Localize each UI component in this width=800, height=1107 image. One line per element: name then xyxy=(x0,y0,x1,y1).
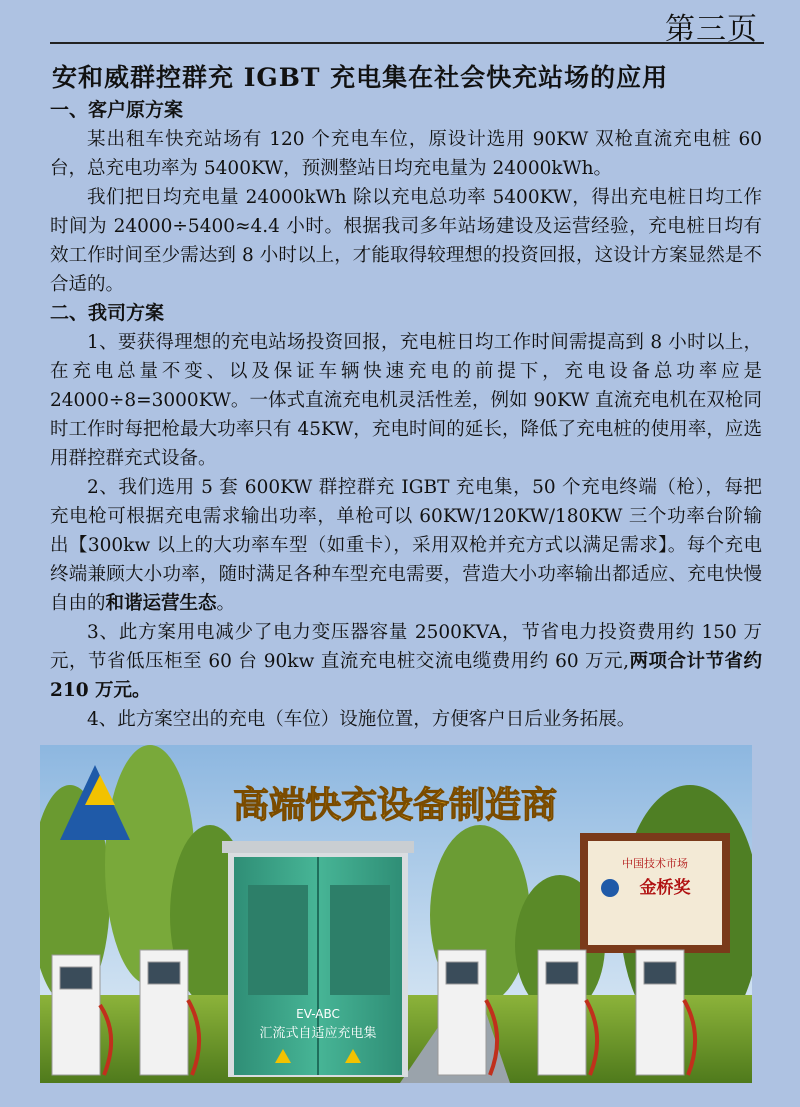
text-run: 3、此方案用电减少了电力变压器容量 2500KVA，节省电力投资费用约 150 万元，节省低压柜至 60 台 90kw 直流充电桩交流电缆费用约 60 万元, xyxy=(50,622,762,672)
text-run: 2、我们选用 5 套 600KW 群控群充 IGBT 充电集，50 个充电终端（枪），每把充电枪可根据充电需求输出功率，单枪可以 60KW/120KW/180KW 三个功率台阶输出【300kw 以上的大功率车型（如重卡），采用双枪并充方式以满足需求】。每个充电终端兼顾大小功率，随时满足各种车型充电需要，营造大小功率输出都适应、充电快慢自由的 xyxy=(50,477,762,614)
charging-cabinet xyxy=(222,841,414,1077)
award-header: 中国技术市场 xyxy=(622,857,688,870)
award-name: 金桥奖 xyxy=(639,878,691,898)
header-rule xyxy=(50,42,764,44)
paragraph xyxy=(50,618,762,705)
paragraph xyxy=(50,473,762,618)
charger-left-1 xyxy=(52,955,100,1075)
paragraph: 1、要获得理想的充电站场投资回报，充电桩日均工作时间需提高到 8 小时以上，在充电总量不变、以及保证车辆快速充电的前提下，充电设备总功率应是 24000÷8=3000KW。一体式直流充电机灵活性差，例如 90KW 直流充电机在双枪同时工作时每把枪最大功率只有 45KW，充电时间的延长，降低了充电桩的使用率，应选用群控群充式设备。 xyxy=(50,332,762,469)
charger-right-3 xyxy=(636,950,684,1075)
charger-left-2 xyxy=(140,950,188,1075)
paragraph: 我们把日均充电量 24000kWh 除以充电总功率 5400KW，得出充电桩日均工作时间为 24000÷5400≈4.4 小时。根据我司多年站场建设及运营经验，充电桩日均有效工作时间至少需达到 8 小时以上，才能取得较理想的投资回报，这设计方案显然是不合适的。 xyxy=(50,187,762,295)
product-banner xyxy=(40,745,752,1083)
charger-right-1 xyxy=(438,950,486,1075)
award-plaque xyxy=(580,833,730,953)
section-heading-our-plan: 二、我司方案 xyxy=(50,302,165,324)
charger-right-2 xyxy=(538,950,586,1075)
paragraph: 4、此方案空出的充电（车位）设施位置，方便客户日后业务拓展。 xyxy=(87,709,636,730)
cabinet-label: 汇流式自适应充电集 xyxy=(259,1026,377,1041)
document-title: 安和威群控群充 IGBT 充电集在社会快充站场的应用 xyxy=(52,63,669,92)
page-number: 第三页 xyxy=(665,12,758,47)
banner-slogan: 高端快充设备制造商 xyxy=(232,785,558,826)
document-body xyxy=(50,96,762,734)
cabinet-model: EV-ABC xyxy=(296,1007,340,1021)
bold-text: 和谐运营生态 xyxy=(105,593,217,614)
bold-text: 两项合计节省约 210 万元。 xyxy=(50,651,762,701)
paragraph: 某出租车快充站场有 120 个充电车位，原设计选用 90KW 双枪直流充电桩 60 台，总充电功率为 5400KW，预测整站日均充电量为 24000kWh。 xyxy=(50,129,762,179)
section-heading-client-plan: 一、客户原方案 xyxy=(50,99,184,121)
text-run: 。 xyxy=(216,593,236,614)
